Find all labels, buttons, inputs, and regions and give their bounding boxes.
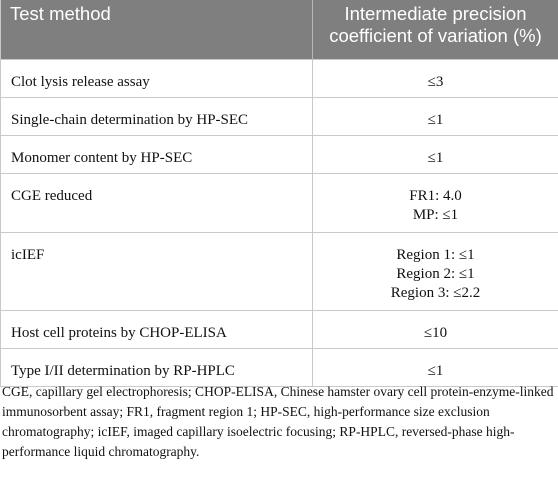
value-line: FR1: 4.0 (409, 187, 462, 204)
row-value (313, 310, 558, 348)
table-row (1, 348, 558, 386)
row-value (313, 59, 558, 97)
row-value (313, 232, 558, 310)
row-value (313, 173, 558, 232)
row-method: Type I/II determination by RP-HPLC (1, 348, 313, 386)
table-row (1, 97, 558, 135)
row-method: Single-chain determination by HP-SEC (1, 97, 313, 135)
row-value (313, 97, 558, 135)
header-precision-cv (313, 0, 558, 59)
value-line: Region 1: ≤1 (396, 246, 475, 263)
row-method: Clot lysis release assay (1, 59, 313, 97)
table-row (1, 232, 558, 310)
row-method: CGE reduced (1, 173, 313, 232)
value-line: MP: ≤1 (412, 206, 459, 223)
header-precision-cv-line2: coefficient of variation (%) (329, 25, 542, 46)
table-row (1, 59, 558, 97)
row-method: icIEF (1, 232, 313, 310)
table-body (1, 59, 558, 386)
table-footnote: CGE, capillary gel electrophoresis; CHOP-ELISA, Chinese hamster ovary cell protein-enzyme-linked immunosorbent assay; FR1, fragment region 1; HP-SEC, high-performance size exclusion chromatography; icIEF, imaged capillary isoelectric focusing; RP-HPLC, reversed-phase high-performance liquid chromatography. (2, 384, 554, 459)
row-value (313, 348, 558, 386)
row-method: Monomer content by HP-SEC (1, 135, 313, 173)
value-line: ≤1 (427, 111, 444, 128)
row-method: Host cell proteins by CHOP-ELISA (1, 310, 313, 348)
table-row (1, 173, 558, 232)
value-line: ≤1 (427, 149, 444, 166)
value-line: Region 2: ≤1 (396, 265, 475, 282)
header-test-method: Test method (1, 0, 313, 59)
value-line: ≤10 (423, 324, 448, 341)
value-line: ≤3 (427, 73, 444, 90)
table-header (1, 0, 558, 59)
table-row (1, 310, 558, 348)
value-line: ≤1 (427, 362, 444, 379)
value-line: Region 3: ≤2.2 (390, 284, 481, 301)
header-precision-cv-line1: Intermediate precision (344, 3, 527, 24)
table-row (1, 135, 558, 173)
row-value (313, 135, 558, 173)
